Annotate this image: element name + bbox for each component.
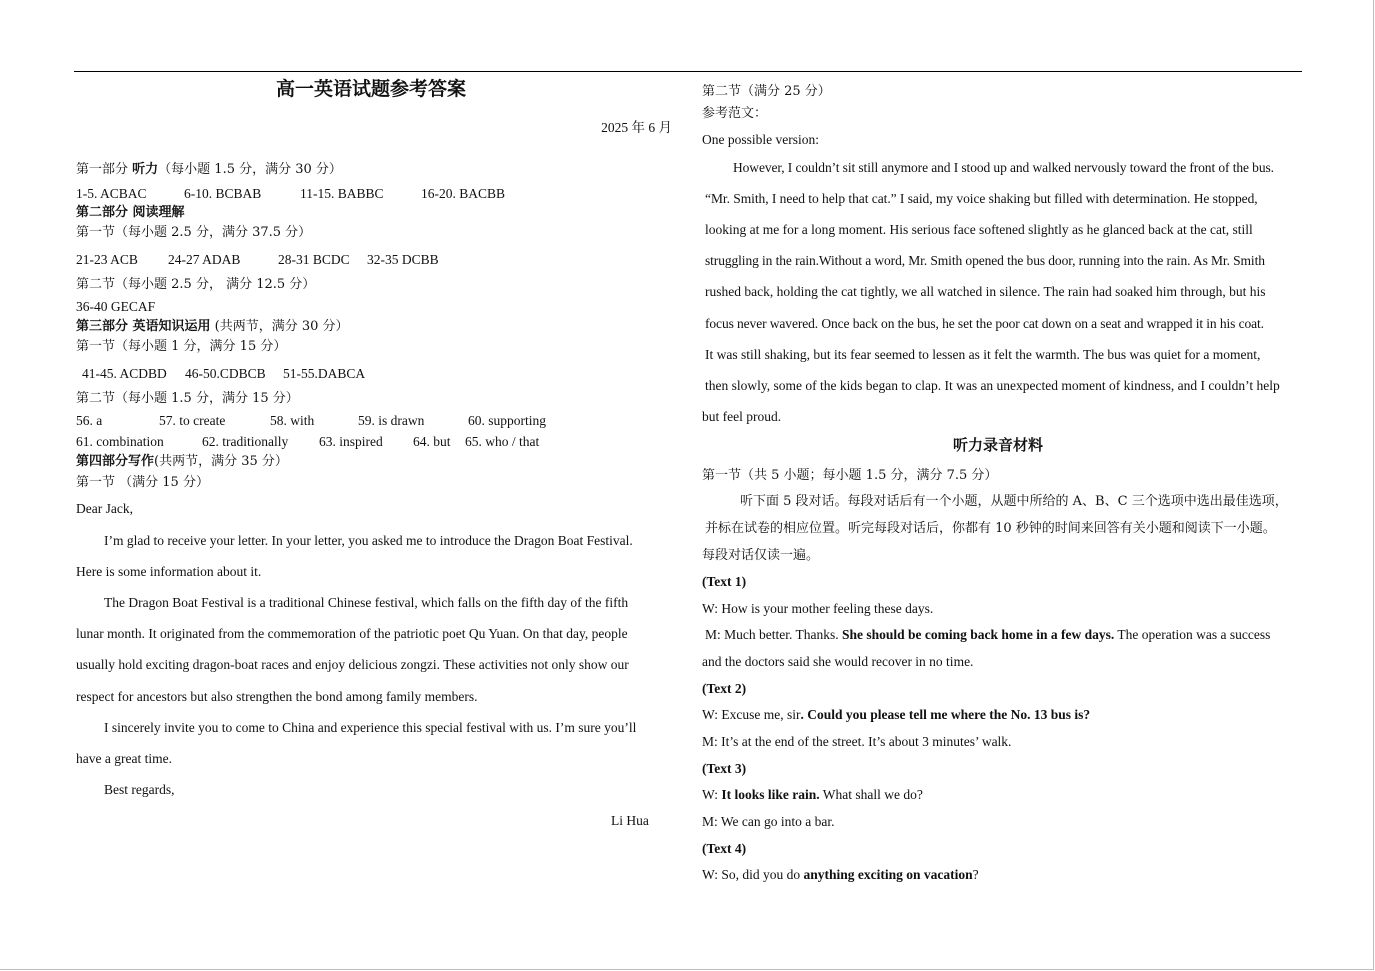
text2-man: M: It’s at the end of the street. It’s about 3 minutes’ walk. (702, 734, 1012, 749)
essay-line: It was still shaking, but its fear seemed to lessen as it felt the warmth. The bus was quiet for a moment, (705, 347, 1261, 362)
part1-label: 第一部分 (76, 162, 129, 177)
text2-woman (702, 706, 1090, 724)
text1-woman: W: How is your mother feeling these days. (702, 601, 934, 616)
essay-line: However, I couldn’t sit still anymore and I stood up and walked nervously toward the front of the bus. (733, 160, 1274, 175)
answer-group: 21-23 ACB (76, 252, 138, 267)
part1-rest: （每小题 1.5 分，满分 30 分） (158, 162, 342, 177)
letter-signature: Li Hua (611, 813, 649, 828)
answer-item: 62. traditionally (202, 434, 289, 449)
speech: The operation was a success (1114, 627, 1271, 642)
text4-label: (Text 4) (702, 841, 747, 856)
essay-line: then slowly, some of the kids began to clap. It was an unexpected moment of kindness, and I couldn’t help (705, 378, 1280, 393)
essay-line: rushed back, holding the cat tightly, we all watched in silence. The rain had soaked him through, but his (705, 284, 1266, 299)
letter-closing: Best regards, (104, 782, 175, 797)
essay-line: looking at me for a long moment. His serious face softened slightly as he glanced back at the cat, still (705, 222, 1253, 237)
letter-line: The Dragon Boat Festival is a traditional Chinese festival, which falls on the fifth day of the fifth (104, 595, 629, 610)
text4-woman (702, 866, 979, 884)
letter-line: I sincerely invite you to come to China and experience this special festival with us. I’m sure you’ll (104, 720, 637, 735)
essay-line: “Mr. Smith, I need to help that cat.” I said, my voice shaking but filled with determination. He stopped, (705, 191, 1258, 206)
answer-item: 65. who / that (465, 434, 540, 449)
answer-group: 1-5. ACBAC (76, 186, 147, 201)
answer-group: 32-35 DCBB (367, 252, 439, 267)
speech: M: Much better. Thanks. (705, 627, 842, 642)
page-title: 高一英语试题参考答案 (276, 78, 467, 100)
answer-item: 56. a (76, 413, 103, 428)
letter-line: I’m glad to receive your letter. In your letter, you asked me to introduce the Dragon Boat Festival. (104, 533, 633, 548)
answer-group: 28-31 BCDC (278, 252, 350, 267)
part4-rest: (共两节，满分 35 分） (154, 454, 288, 469)
instruction-line: 听下面 5 段对话。每段对话后有一个小题，从题中所给的 A、B、C 三个选项中选出最佳选项， (740, 494, 1288, 509)
speech: What shall we do? (819, 787, 923, 802)
speech: W: So, did you do (702, 867, 804, 882)
answer-group: 51-55.DABCA (283, 366, 366, 381)
speech-emphasis: It looks like rain. (721, 787, 820, 802)
letter-line: respect for ancestors but also strengthen the bond among family members. (76, 689, 478, 704)
text3-label: (Text 3) (702, 761, 747, 776)
answer-item: 59. is drawn (358, 413, 425, 428)
answer-item: 63. inspired (319, 434, 383, 449)
answer-item: 57. to create (159, 413, 226, 428)
part3-section1: 第一节（每小题 1 分，满分 15 分） (76, 339, 287, 354)
text1-man (705, 626, 1270, 644)
model-label: 参考范文： (702, 106, 768, 121)
part4-heading (76, 453, 288, 471)
part3-rest: (共两节，满分 30 分） (214, 319, 349, 334)
section2-answers: 36-40 GECAF (76, 299, 156, 314)
letter-line: have a great time. (76, 751, 172, 766)
part2-section2: 第二节（每小题 2.5 分， 满分 12.5 分） (76, 277, 316, 292)
letter-line: lunar month. It originated from the commemoration of the patriotic poet Qu Yuan. On that day, people (76, 626, 628, 641)
letter-greeting: Dear Jack, (76, 501, 133, 516)
speech-emphasis: . Could you please tell me where the No. 13 bus is? (800, 707, 1091, 722)
fill-row-1 (76, 412, 546, 430)
script-heading: 听力录音材料 (953, 436, 1044, 454)
speech-emphasis: She should be coming back home in a few days. (841, 627, 1115, 642)
part3-section2: 第二节（每小题 1.5 分，满分 15 分） (76, 391, 299, 406)
speech: W: (702, 787, 722, 802)
answer-group: 16-20. BACBB (421, 186, 506, 201)
top-rule (74, 71, 1302, 72)
version-label: One possible version: (702, 132, 819, 147)
instruction-line: 每段对话仅读一遍。 (702, 548, 820, 563)
answer-group: 6-10. BCBAB (184, 186, 262, 201)
answer-item: 58. with (270, 413, 315, 428)
part1-heading (76, 161, 342, 179)
letter-line: Here is some information about it. (76, 564, 262, 579)
essay-line: struggling in the rain.Without a word, Mr. Smith opened the bus door, running into the rain. As Mr. Smith (705, 253, 1265, 268)
speech: W: Excuse me, sir (702, 707, 801, 722)
part2-heading: 第二部分 阅读理解 (76, 205, 185, 220)
speech-emphasis: anything exciting on vacation (803, 867, 973, 882)
essay-line: but feel proud. (702, 409, 782, 424)
text1-label: (Text 1) (702, 574, 747, 589)
writing-section2-title: 第二节（满分 25 分） (702, 84, 831, 99)
part4-bold: 第四部分写作 (76, 454, 155, 469)
answer-group: 24-27 ADAB (168, 252, 241, 267)
text3-man: M: We can go into a bar. (702, 814, 835, 829)
text1-man-cont: and the doctors said she would recover in no time. (702, 654, 974, 669)
reading-answers (76, 251, 439, 269)
part2-section1: 第一节（每小题 2.5 分，满分 37.5 分） (76, 225, 312, 240)
part1-bold: 听力 (132, 162, 159, 177)
answer-item: 64. but (413, 434, 451, 449)
cloze-answers (82, 365, 365, 383)
essay-line: focus never wavered. Once back on the bus, he set the poor cat down on a seat and wrapped it in his coat. (705, 316, 1264, 331)
letter-line: usually hold exciting dragon-boat races and enjoy delicious zongzi. These activities not only show our (76, 657, 629, 672)
part3-heading (76, 318, 349, 336)
text2-label: (Text 2) (702, 681, 747, 696)
fill-row-2 (76, 433, 539, 451)
exam-date: 2025 年 6 月 (601, 120, 672, 135)
answer-group: 46-50.CDBCB (185, 366, 266, 381)
answer-group: 11-15. BABBC (300, 186, 384, 201)
answer-item: 60. supporting (468, 413, 547, 428)
answer-item: 61. combination (76, 434, 164, 449)
script-section1: 第一节（共 5 小题；每小题 1.5 分，满分 7.5 分） (702, 468, 998, 483)
text3-woman (702, 786, 923, 804)
instruction-line: 并标在试卷的相应位置。听完每段对话后，你都有 10 秒钟的时间来回答有关小题和阅读下一小题。 (705, 521, 1276, 536)
part4-section1: 第一节 （满分 15 分） (76, 475, 209, 490)
answer-group: 41-45. ACDBD (82, 366, 167, 381)
listening-answers (76, 185, 505, 203)
speech: ? (972, 867, 979, 882)
part3-bold: 第三部分 英语知识运用 (76, 319, 211, 334)
